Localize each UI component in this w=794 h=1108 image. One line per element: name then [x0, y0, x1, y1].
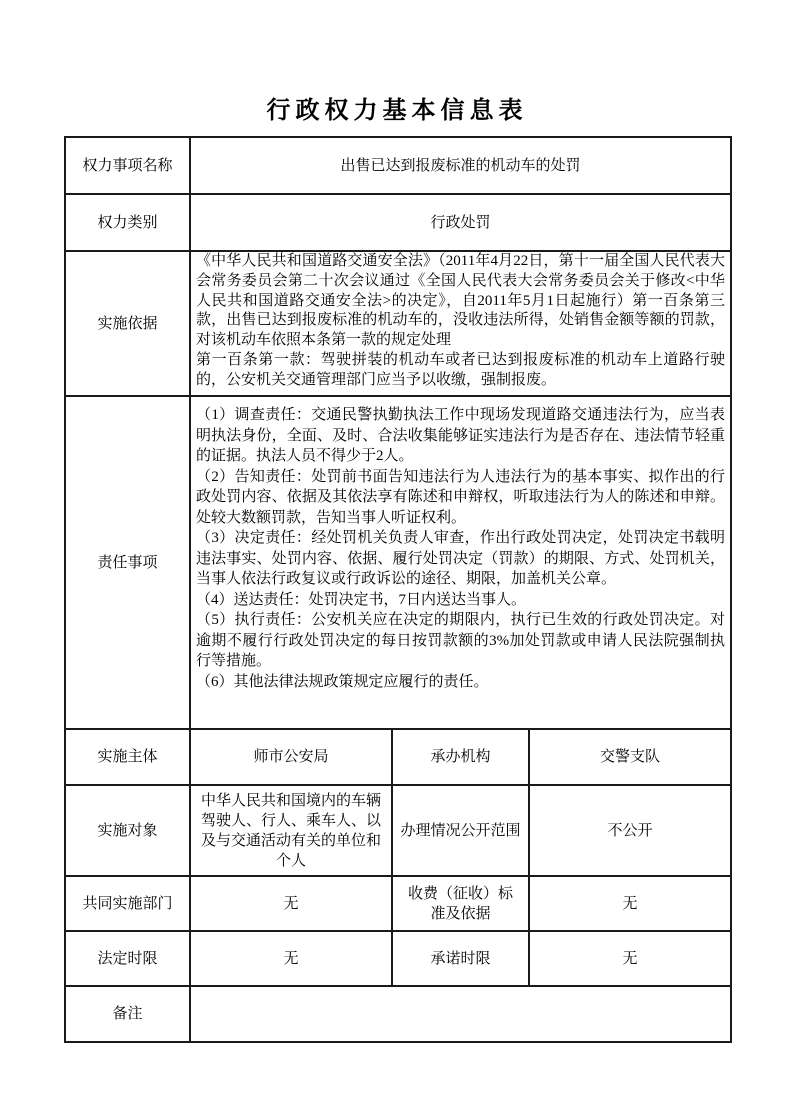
table-row — [65, 251, 731, 396]
value-statutory-time-limit: 无 — [190, 931, 392, 986]
basic-info-table — [64, 136, 732, 1043]
table-row — [65, 396, 731, 729]
responsibility-item: （4）送达责任：处罚决定书，7日内送达当事人。 — [196, 591, 527, 608]
label-promised-time-limit: 承诺时限 — [392, 931, 529, 986]
table-row — [65, 876, 731, 931]
label-responsibility-items: 责任事项 — [65, 396, 190, 729]
responsibility-item: （1）调查责任：交通民警执勤执法工作中现场发现道路交通违法行为，应当表明执法身份，全面、及时、合法收集能够证实违法行为是否存在、违法情节轻重的证据。执法人员不得少于2人。 — [196, 407, 726, 464]
label-statutory-time-limit: 法定时限 — [65, 931, 190, 986]
value-power-category: 行政处罚 — [190, 194, 731, 251]
value-undertaking-agency: 交警支队 — [529, 729, 731, 785]
responsibility-item: （2）告知责任：处罚前书面告知违法行为人违法行为的基本事实、拟作出的行政处罚内容、依据及其依法享有陈述和申辩权，听取违法行为人的陈述和申辩。处较大数额罚款，告知当事人听证权利。 — [196, 468, 726, 526]
label-undertaking-agency: 承办机构 — [392, 729, 529, 785]
label-implementation-basis: 实施依据 — [65, 251, 190, 396]
responsibility-item: （6）其他法律法规政策规定应履行的责任。 — [196, 673, 489, 690]
label-power-item-name: 权力事项名称 — [65, 137, 190, 194]
implementation-basis-paragraph: 第一百条第一款：驾驶拼装的机动车或者已达到报废标准的机动车上道路行驶的，公安机关交通管理部门应当予以收缴，强制报废。 — [196, 351, 726, 388]
value-implementation-target: 中华人民共和国境内的车辆驾驶人、行人、乘车人、以及与交通活动有关的单位和个人 — [190, 785, 392, 876]
table-row — [65, 137, 731, 194]
label-remarks: 备注 — [65, 986, 190, 1042]
value-fee-standard-basis: 无 — [529, 876, 731, 931]
value-implementation-basis — [190, 251, 731, 396]
implementation-basis-paragraph: 《中华人民共和国道路交通安全法》（2011年4月22日，第十一届全国人民代表大会常务委员会第二十次会议通过《全国人民代表大会常务委员会关于修改<中华人民共和国道路交通安全法>的决定》，自2011年5月1日起施行）第一百条第三款，出售已达到报废标准的机动车的，没收违法所得，处销售金额等额的罚款，对该机动车依照本条第一款的规定处理 — [196, 253, 726, 349]
value-responsibility-items — [190, 396, 731, 729]
label-disclosure-scope: 办理情况公开范围 — [392, 785, 529, 876]
table-row — [65, 986, 731, 1042]
label-fee-standard-basis: 收费（征收）标准及依据 — [392, 876, 529, 931]
label-implementation-target: 实施对象 — [65, 785, 190, 876]
value-implementing-body: 师市公安局 — [190, 729, 392, 785]
responsibility-item: （3）决定责任：经处罚机关负责人审查，作出行政处罚决定，处罚决定书载明违法事实、处罚内容、依据、履行处罚决定（罚款）的期限、方式、处罚机关，当事人依法行政复议或行政诉讼的途径、期限，加盖机关公章。 — [196, 530, 726, 587]
table-row — [65, 729, 731, 785]
responsibility-item: （5）执行责任：公安机关应在决定的期限内，执行已生效的行政处罚决定。对逾期不履行行政处罚决定的每日按罚款额的3%加处罚款或申请人民法院强制执行等措施。 — [196, 612, 726, 669]
table-row — [65, 194, 731, 251]
label-joint-implementation-departments: 共同实施部门 — [65, 876, 190, 931]
value-joint-implementation-departments: 无 — [190, 876, 392, 931]
page-title: 行政权力基本信息表 — [266, 98, 528, 124]
value-remarks — [190, 986, 731, 1042]
table-row — [65, 785, 731, 876]
table-row — [65, 931, 731, 986]
value-power-item-name: 出售已达到报废标准的机动车的处罚 — [190, 137, 731, 194]
label-implementing-body: 实施主体 — [65, 729, 190, 785]
label-power-category: 权力类别 — [65, 194, 190, 251]
value-promised-time-limit: 无 — [529, 931, 731, 986]
value-disclosure-scope: 不公开 — [529, 785, 731, 876]
